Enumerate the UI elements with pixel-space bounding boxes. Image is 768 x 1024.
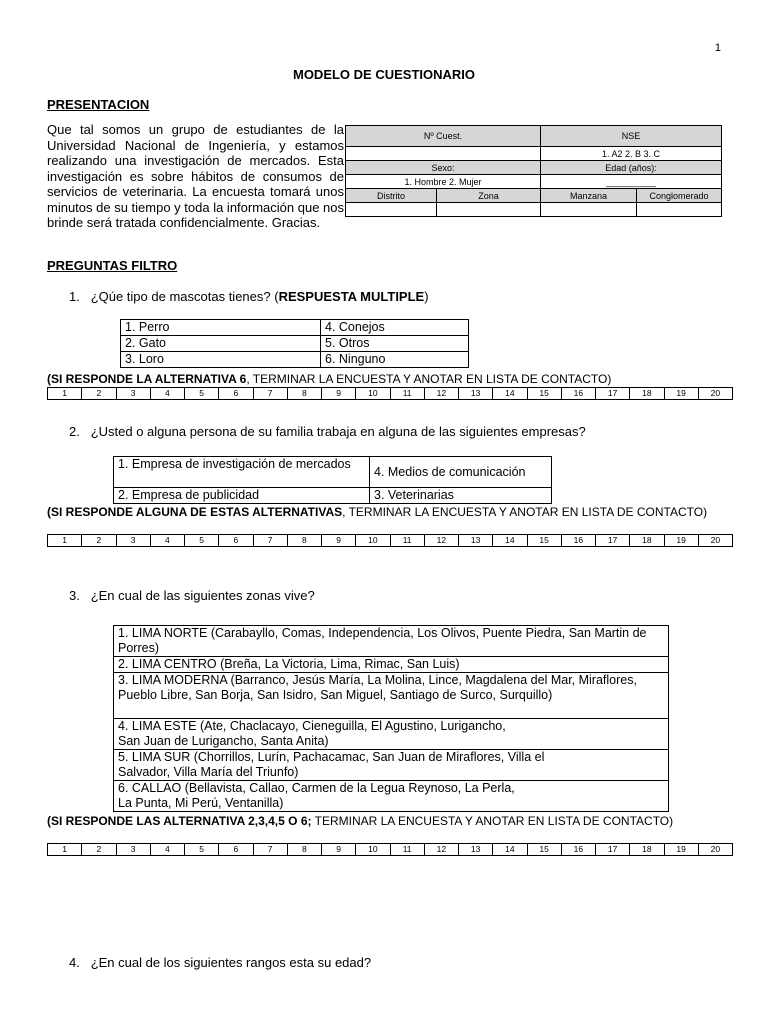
sexo-options: 1. Hombre 2. Mujer bbox=[346, 175, 541, 189]
number-cell: 11 bbox=[390, 388, 424, 400]
zona-value bbox=[437, 203, 541, 217]
number-cell: 17 bbox=[596, 388, 630, 400]
presentacion-text: Que tal somos un grupo de estudiantes de la Universidad Nacional de Ingeniería, y estamos realizando una investigación de mercados. Esta investigación es sobre hábitos de consumos de servicios de veterinaria. La encuesta tomará unos minutos de su tiempo y toda la información que nos brinde será tratada confidencialmente. Gracias. bbox=[47, 122, 345, 230]
manzana-label: Manzana bbox=[541, 189, 637, 203]
number-cell: 3 bbox=[116, 388, 150, 400]
number-cell: 16 bbox=[561, 388, 595, 400]
question-3-note-bold: (SI RESPONDE LAS ALTERNATIVA 2,3,4,5 O 6; bbox=[47, 814, 312, 828]
number-cell: 19 bbox=[664, 844, 698, 856]
number-cell: 5 bbox=[185, 844, 219, 856]
number-cell: 9 bbox=[322, 844, 356, 856]
option-perro: 1. Perro bbox=[121, 320, 321, 336]
option-publicidad: 2. Empresa de publicidad bbox=[114, 488, 370, 504]
option-medios: 4. Medios de comunicación bbox=[370, 457, 552, 488]
number-cell: 12 bbox=[424, 844, 458, 856]
question-1-text: ¿Qúe tipo de mascotas tienes? ( bbox=[90, 289, 279, 304]
number-cell: 8 bbox=[287, 535, 321, 547]
question-2 bbox=[69, 424, 586, 439]
number-cell: 15 bbox=[527, 535, 561, 547]
option-loro: 3. Loro bbox=[121, 352, 321, 368]
number-cell: 14 bbox=[493, 844, 527, 856]
number-cell: 14 bbox=[493, 535, 527, 547]
conglomerado-label: Conglomerado bbox=[637, 189, 722, 203]
number-cell: 19 bbox=[664, 388, 698, 400]
conglomerado-value bbox=[637, 203, 722, 217]
number-cell: 6 bbox=[219, 388, 253, 400]
n-cuest-value bbox=[346, 147, 541, 161]
manzana-value bbox=[541, 203, 637, 217]
number-cell: 2 bbox=[82, 844, 116, 856]
option-lima-este: 4. LIMA ESTE (Ate, Chaclacayo, Cieneguilla, El Agustino, Lurigancho, San Juan de Lurigancho, Santa Anita) bbox=[114, 719, 669, 750]
number-cell: 17 bbox=[596, 844, 630, 856]
option-otros: 5. Otros bbox=[321, 336, 469, 352]
question-1-emphasis: RESPUESTA MULTIPLE bbox=[278, 289, 425, 304]
number-cell: 20 bbox=[698, 535, 732, 547]
number-cell: 7 bbox=[253, 388, 287, 400]
number-cell: 4 bbox=[150, 388, 184, 400]
question-4-number: 4. bbox=[69, 955, 80, 970]
zona-label: Zona bbox=[437, 189, 541, 203]
distrito-value bbox=[346, 203, 437, 217]
number-cell: 10 bbox=[356, 844, 390, 856]
number-cell: 18 bbox=[630, 844, 664, 856]
question-3-note-rest: TERMINAR LA ENCUESTA Y ANOTAR EN LISTA DE CONTACTO) bbox=[311, 814, 674, 828]
nse-label: NSE bbox=[541, 126, 722, 147]
question-3-options bbox=[113, 625, 669, 812]
option-lima-moderna: 3. LIMA MODERNA (Barranco, Jesús María, La Molina, Lince, Magdalena del Mar, Miraflores, Pueblo Libre, San Borja, San Isidro, San Miguel, Santiago de Surco, Surquillo) bbox=[114, 673, 669, 719]
question-1-note-bold: (SI RESPONDE LA ALTERNATIVA 6 bbox=[47, 372, 247, 386]
number-cell: 3 bbox=[116, 535, 150, 547]
number-cell: 7 bbox=[253, 535, 287, 547]
question-4-text: ¿En cual de los siguientes rangos esta su edad? bbox=[90, 955, 372, 970]
preguntas-filtro-heading: PREGUNTAS FILTRO bbox=[47, 258, 178, 273]
question-1-close: ) bbox=[424, 289, 429, 304]
edad-label: Edad (años): bbox=[541, 161, 722, 175]
question-1 bbox=[69, 289, 429, 304]
option-lima-sur: 5. LIMA SUR (Chorrillos, Lurín, Pachacamac, San Juan de Miraflores, Villa el Salvador, Villa María del Triunfo) bbox=[114, 750, 669, 781]
number-cell: 8 bbox=[287, 844, 321, 856]
number-cell: 4 bbox=[150, 844, 184, 856]
question-2-note bbox=[47, 506, 737, 519]
number-cell: 4 bbox=[150, 535, 184, 547]
number-cell: 11 bbox=[390, 535, 424, 547]
survey-header-table bbox=[345, 125, 722, 217]
distrito-label: Distrito bbox=[346, 189, 437, 203]
option-ninguno: 6. Ninguno bbox=[321, 352, 469, 368]
question-1-note-rest: , TERMINAR LA ENCUESTA Y ANOTAR EN LISTA DE CONTACTO) bbox=[246, 372, 612, 386]
option-conejos: 4. Conejos bbox=[321, 320, 469, 336]
number-cell: 10 bbox=[356, 535, 390, 547]
n-cuest-label: Nº Cuest. bbox=[346, 126, 541, 147]
edad-blank: __________ bbox=[541, 175, 722, 189]
number-cell: 14 bbox=[493, 388, 527, 400]
number-cell: 3 bbox=[116, 844, 150, 856]
number-grid bbox=[47, 387, 733, 400]
number-cell: 12 bbox=[424, 388, 458, 400]
question-1-note bbox=[47, 373, 737, 386]
number-cell: 10 bbox=[356, 388, 390, 400]
page-number: 1 bbox=[714, 42, 721, 54]
sexo-label: Sexo: bbox=[346, 161, 541, 175]
question-2-note-bold: (SI RESPONDE ALGUNA DE ESTAS ALTERNATIVAS bbox=[47, 505, 343, 519]
number-cell: 19 bbox=[664, 535, 698, 547]
number-cell: 2 bbox=[82, 535, 116, 547]
option-lima-norte: 1. LIMA NORTE (Carabayllo, Comas, Independencia, Los Olivos, Puente Piedra, San Martin de Porres) bbox=[114, 626, 669, 657]
number-cell: 6 bbox=[219, 844, 253, 856]
number-grid bbox=[47, 534, 733, 547]
question-2-text: ¿Usted o alguna persona de su familia trabaja en alguna de las siguientes empresas? bbox=[90, 424, 586, 439]
nse-options: 1. A2 2. B 3. C bbox=[541, 147, 722, 161]
question-2-number: 2. bbox=[69, 424, 80, 439]
question-2-note-rest: , TERMINAR LA ENCUESTA Y ANOTAR EN LISTA DE CONTACTO) bbox=[342, 505, 708, 519]
number-cell: 20 bbox=[698, 844, 732, 856]
number-cell: 1 bbox=[48, 535, 82, 547]
presentacion-heading: PRESENTACION bbox=[47, 97, 150, 112]
number-cell: 11 bbox=[390, 844, 424, 856]
option-callao: 6. CALLAO (Bellavista, Callao, Carmen de la Legua Reynoso, La Perla, La Punta, Mi Perú, Ventanilla) bbox=[114, 781, 669, 812]
number-cell: 16 bbox=[561, 535, 595, 547]
number-cell: 18 bbox=[630, 388, 664, 400]
option-veterinarias: 3. Veterinarias bbox=[370, 488, 552, 504]
number-cell: 9 bbox=[322, 535, 356, 547]
number-cell: 18 bbox=[630, 535, 664, 547]
document-title: MODELO DE CUESTIONARIO bbox=[292, 67, 475, 82]
question-3 bbox=[69, 588, 315, 603]
number-cell: 13 bbox=[459, 535, 493, 547]
number-cell: 15 bbox=[527, 388, 561, 400]
question-3-number: 3. bbox=[69, 588, 80, 603]
question-2-options bbox=[113, 456, 552, 504]
number-cell: 2 bbox=[82, 388, 116, 400]
option-lima-centro: 2. LIMA CENTRO (Breña, La Victoria, Lima, Rimac, San Luis) bbox=[114, 657, 669, 673]
question-3-text: ¿En cual de las siguientes zonas vive? bbox=[90, 588, 315, 603]
question-1-options bbox=[120, 319, 469, 368]
option-investigacion: 1. Empresa de investigación de mercados bbox=[114, 457, 370, 488]
number-cell: 15 bbox=[527, 844, 561, 856]
number-cell: 6 bbox=[219, 535, 253, 547]
number-cell: 8 bbox=[287, 388, 321, 400]
number-cell: 1 bbox=[48, 844, 82, 856]
number-cell: 9 bbox=[322, 388, 356, 400]
question-1-number: 1. bbox=[69, 289, 80, 304]
number-cell: 13 bbox=[459, 388, 493, 400]
number-cell: 1 bbox=[48, 388, 82, 400]
number-cell: 20 bbox=[698, 388, 732, 400]
number-cell: 7 bbox=[253, 844, 287, 856]
question-3-note bbox=[47, 815, 737, 828]
number-cell: 5 bbox=[185, 388, 219, 400]
number-cell: 16 bbox=[561, 844, 595, 856]
question-4 bbox=[69, 955, 371, 970]
number-cell: 5 bbox=[185, 535, 219, 547]
number-cell: 12 bbox=[424, 535, 458, 547]
number-cell: 17 bbox=[596, 535, 630, 547]
option-gato: 2. Gato bbox=[121, 336, 321, 352]
number-grid bbox=[47, 843, 733, 856]
number-cell: 13 bbox=[459, 844, 493, 856]
